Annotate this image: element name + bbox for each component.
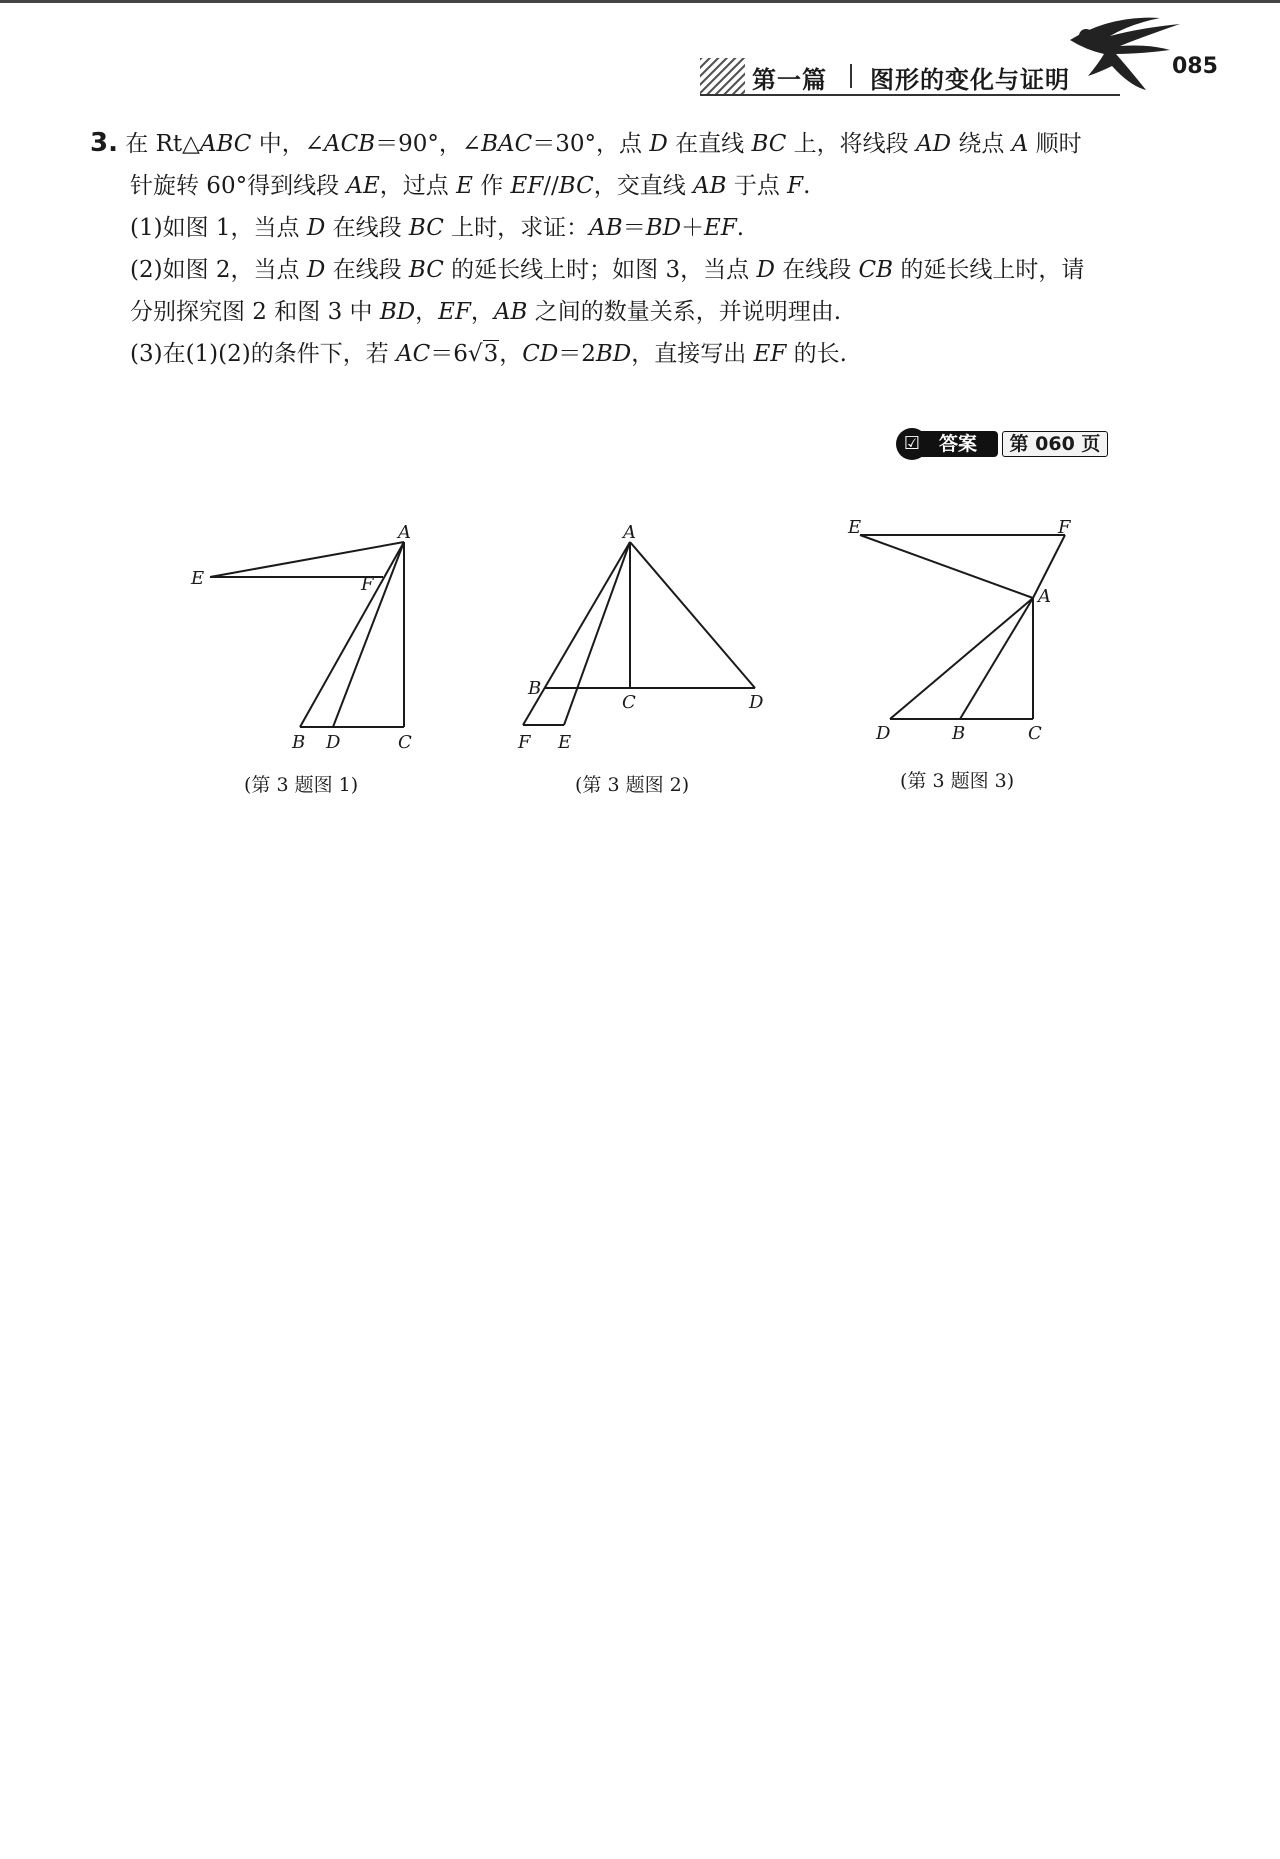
stem-text: ＝30°，点 xyxy=(532,131,650,157)
stem-var: ABC xyxy=(199,131,252,157)
stem-var: AE xyxy=(346,173,380,199)
label-d: D xyxy=(749,692,764,713)
header-separator xyxy=(850,64,852,88)
label-e: E xyxy=(848,517,862,538)
chapter-title: 图形的变化与证明 xyxy=(870,66,1070,94)
part1-text: 上时，求证： xyxy=(443,215,590,241)
label-b: B xyxy=(952,723,966,744)
part2-var: D xyxy=(756,257,775,283)
segment-ae xyxy=(210,542,404,577)
part1-var: BD xyxy=(645,215,682,241)
label-d: D xyxy=(876,723,891,744)
part1-var: BC xyxy=(408,215,444,241)
figure-1-diagram xyxy=(190,520,450,750)
part2-text: 的延长线上时；如图 3，当点 xyxy=(443,257,757,283)
part2-var: AB xyxy=(493,299,528,325)
problem-stem-line-1 xyxy=(90,122,1180,165)
figure-2-caption: (第 3 题图 2) xyxy=(575,774,690,796)
stem-text: 上，将线段 xyxy=(786,131,916,157)
stem-text: // xyxy=(543,173,559,199)
label-b: B xyxy=(292,732,306,750)
part3-text: ＝2 xyxy=(558,341,596,367)
checklist-icon: ☑ xyxy=(896,428,928,460)
part3-text: 的长. xyxy=(786,341,847,367)
problem-stem-line-2 xyxy=(90,165,1180,207)
stem-text: 顺时 xyxy=(1028,131,1082,157)
part2-var: BC xyxy=(408,257,444,283)
part1-var: EF xyxy=(704,215,737,241)
problem-3 xyxy=(90,122,1180,375)
label-f: F xyxy=(361,574,374,595)
stem-var: A xyxy=(1011,131,1029,157)
part2-var: EF xyxy=(438,299,471,325)
stem-var: ACB xyxy=(323,131,376,157)
part3-text: (3)在(1)(2)的条件下，若 xyxy=(130,341,397,367)
part1-text: (1)如图 1，当点 xyxy=(130,215,307,241)
part1-text: . xyxy=(736,215,745,241)
label-c: C xyxy=(1028,723,1042,744)
part2-var: D xyxy=(306,257,326,283)
part-3 xyxy=(90,333,1180,375)
part3-text: ＝6 xyxy=(430,341,468,367)
part1-text: 在线段 xyxy=(325,215,409,241)
stem-var: AB xyxy=(693,173,727,199)
label-e: E xyxy=(558,732,572,750)
stem-text: 中，∠ xyxy=(251,131,324,157)
part2-text: ， xyxy=(470,299,494,325)
part3-var: AC xyxy=(396,341,431,367)
part1-text: ＝ xyxy=(622,215,646,241)
stem-text: ＝90°，∠ xyxy=(375,131,482,157)
stem-var: BC xyxy=(751,131,787,157)
part2-text: 的延长线上时，请 xyxy=(893,257,1085,283)
segment-ab xyxy=(300,542,404,727)
stem-var: D xyxy=(649,131,668,157)
header-hatch-decoration xyxy=(700,58,745,94)
stem-text: ，过点 xyxy=(379,173,457,199)
stem-var: AD xyxy=(916,131,952,157)
segment-ad xyxy=(333,542,404,727)
stem-text: 在 Rt△ xyxy=(125,131,200,157)
label-c: C xyxy=(398,732,412,750)
figure-2-diagram xyxy=(515,520,775,750)
stem-var: BC xyxy=(558,173,594,199)
part2-text: ， xyxy=(415,299,439,325)
part1-text: ＋ xyxy=(681,215,705,241)
stem-text: ，交直线 xyxy=(593,173,694,199)
figure-3-diagram xyxy=(840,515,1100,745)
answer-page-ref: 第 060 页 xyxy=(1002,431,1108,457)
part2-text: 之间的数量关系，并说明理由. xyxy=(527,299,842,325)
stem-text: 于点 xyxy=(726,173,788,199)
part3-text: ，直接写出 xyxy=(631,341,754,367)
part-1 xyxy=(90,207,1180,249)
part2-var: CB xyxy=(858,257,894,283)
stem-var: EF xyxy=(510,173,544,199)
figure-3-caption: (第 3 题图 3) xyxy=(900,770,1015,792)
label-d: D xyxy=(326,732,341,750)
sqrt-symbol: √ xyxy=(467,341,483,367)
stem-var: E xyxy=(456,173,473,199)
label-f: F xyxy=(518,732,531,750)
label-a: A xyxy=(1038,586,1051,607)
sqrt-argument: 3 xyxy=(483,341,499,367)
segment-ab xyxy=(960,598,1033,719)
part3-var: BD xyxy=(595,341,632,367)
stem-var: BAC xyxy=(481,131,533,157)
part2-text: 分别探究图 2 和图 3 中 xyxy=(130,299,380,325)
answer-label: 答案 xyxy=(918,431,998,457)
problem-number: 3. xyxy=(90,128,118,158)
label-f: F xyxy=(1058,517,1071,538)
part2-text: (2)如图 2，当点 xyxy=(130,257,307,283)
stem-text: 作 xyxy=(472,173,511,199)
part2-text: 在线段 xyxy=(325,257,409,283)
stem-text: . xyxy=(803,173,811,199)
part3-var: EF xyxy=(753,341,787,367)
stem-text: 在直线 xyxy=(667,131,752,157)
label-a: A xyxy=(623,522,636,543)
page-number: 085 xyxy=(1172,54,1218,79)
part-2-line-1 xyxy=(90,249,1180,291)
stem-text: 绕点 xyxy=(951,131,1012,157)
segment-ad xyxy=(630,542,755,688)
part-2-line-2 xyxy=(90,291,1180,333)
segment-ae xyxy=(564,542,630,725)
part2-var: BD xyxy=(379,299,416,325)
figure-1-caption: (第 3 题图 1) xyxy=(244,774,359,796)
label-c: C xyxy=(622,692,636,713)
part-label: 第一篇 xyxy=(752,66,827,94)
label-b: B xyxy=(528,678,542,699)
part3-var: CD xyxy=(522,341,559,367)
top-border-line xyxy=(0,0,1280,3)
stem-text: 针旋转 60°得到线段 xyxy=(130,173,347,199)
segment-ad xyxy=(890,598,1033,719)
part2-text: 在线段 xyxy=(774,257,859,283)
part1-var: AB xyxy=(589,215,623,241)
segment-ea xyxy=(860,535,1033,598)
label-e: E xyxy=(191,568,205,589)
stem-var: F xyxy=(787,173,804,199)
part3-text: ， xyxy=(499,341,523,367)
label-a: A xyxy=(398,522,411,543)
part1-var: D xyxy=(306,215,326,241)
